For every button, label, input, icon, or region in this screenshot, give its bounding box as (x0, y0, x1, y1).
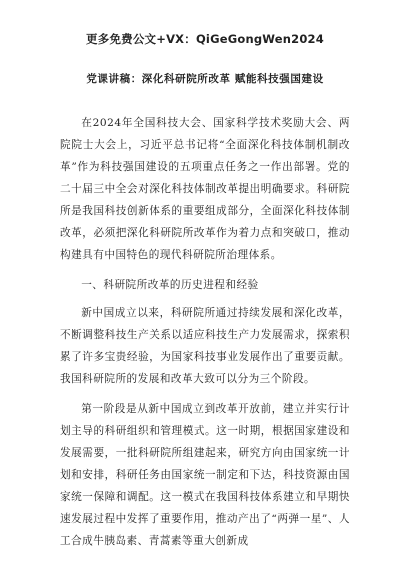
paragraph-stage-one: 第一阶段是从新中国成立到改革开放前，建立并实行计划主导的科研组织和管理模式。这一时期，根据国家建设和发展需要，一批科研院所组建起来，研究方向由国家统一计划和安排，科研任务由国家统一制定和下达，科技资源由国家统一保障和调配。这一模式在我国科技体系建立和早期快速发展过程中发挥了重要作用，推动产出了“两弹一星”、人工合成牛胰岛素、青蒿素等重大创新成 (60, 403, 350, 547)
document-title: 党课讲稿：深化科研院所改革 赋能科技强国建设 (86, 73, 324, 85)
paragraph-intro: 在2024年全国科技大会、国家科学技术奖励大会、两院院士大会上，习近平总书记将“全面深化科技体制机制改革”作为科技强国建设的五项重点任务之一作出部署。党的二十届三中全会对深化科技体制改革提出明确要求。科研院所是我国科技创新体系的重要组成部分，全面深化科技体制改革，必须把深化科研院所改革作为着力点和突破口，推动构建具有中国特色的现代科研院所治理体系。 (60, 117, 350, 261)
document-body (60, 112, 350, 552)
paragraph-history: 新中国成立以来，科研院所通过持续发展和深化改革，不断调整科技生产关系以适应科技生产力发展需求，探索积累了许多宝贵经验，为国家科技事业发展作出了重要贡献。我国科研院所的发展和改革大致可以分为三个阶段。 (60, 307, 350, 385)
section-heading: 一、科研院所改革的历史进程和经验 (81, 279, 259, 291)
watermark-header: 更多免费公文+VX：QiGeGongWen2024 (86, 32, 324, 46)
